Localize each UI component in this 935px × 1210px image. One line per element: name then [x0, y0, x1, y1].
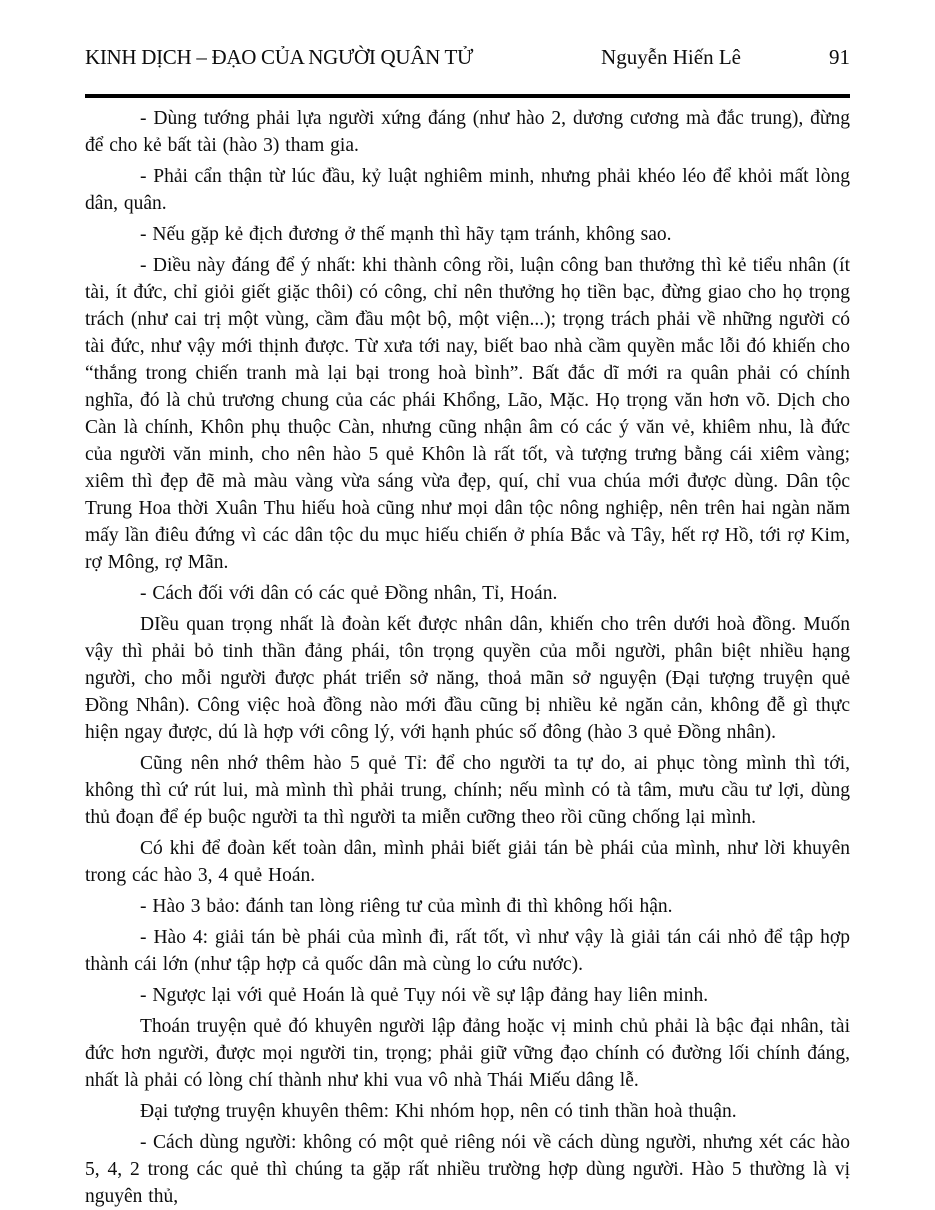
header-rule: [85, 94, 850, 98]
paragraph: Có khi để đoàn kết toàn dân, mình phải biết giải tán bè phái của mình, như lời khuyên trong các hào 3, 4 quẻ Hoán.: [85, 838, 850, 886]
page-header: [85, 44, 850, 70]
paragraph: - Hào 3 bảo: đánh tan lòng riêng tư của mình đi thì không hối hận.: [140, 896, 673, 917]
document-body: [85, 105, 850, 1210]
paragraph: Đại tượng truyện khuyên thêm: Khi nhóm họp, nên có tinh thần hoà thuận.: [140, 1101, 737, 1122]
paragraph: - Hào 4: giải tán bè phái của mình đi, rất tốt, vì như vậy là giải tán cái nhỏ để tập hợp thành cái lớn (như tập hợp cả quốc dân mà cùng lo cứu nước).: [85, 927, 850, 975]
paragraph: - Cách đối với dân có các quẻ Đồng nhân, Tỉ, Hoán.: [140, 583, 558, 604]
running-title: KINH DỊCH – ĐẠO CỦA NGƯỜI QUÂN TỬ: [85, 45, 474, 69]
paragraph: - Diều này đáng để ý nhất: khi thành công rồi, luận công ban thưởng thì kẻ tiểu nhân (ít tài, ít đức, chỉ giỏi giết giặc thôi) có công, chỉ nên thưởng họ tiền bạc, đừng giao cho họ trọng trách (như cai trị một vùng, cầm đầu một bộ, một viện...); trọng trách phải về những người có tài đức, như vậy mới thịnh được. Từ xưa tới nay, biết bao nhà cầm quyền mắc lỗi đó khiến cho “thắng trong chiến tranh mà lại bại trong hoà bình”. Bất đắc dĩ mới ra quân phải có chính nghĩa, đó là chủ trương chung của các phái Khổng, Lão, Mặc. Họ trọng văn hơn võ. Dịch cho Càn là chính, Khôn phụ thuộc Càn, nhưng cũng nhận âm có các ý văn vẻ, khiêm nhu, là đức của người văn minh, cho nên hào 5 quẻ Khôn là rất tốt, và tượng trưng bằng cái xiêm vàng; xiêm thì đẹp đẽ mà màu vàng vừa sáng vừa đẹp, quí, chỉ vua chúa mới được dùng. Dân tộc Trung Hoa thời Xuân Thu hiếu hoà cũng như mọi dân tộc nông nghiệp, nên trên hai ngàn năm mấy lần điêu đứng vì các dân tộc du mục hiếu chiến ở phía Bắc và Tây, hết rợ Hồ, tới rợ Kim, rợ Mông, rợ Mãn.: [85, 255, 850, 573]
paragraph: - Dùng tướng phải lựa người xứng đáng (như hào 2, dương cương mà đắc trung), đừng để cho kẻ bất tài (hào 3) tham gia.: [85, 108, 850, 156]
paragraph: Thoán truyện quẻ đó khuyên người lập đảng hoặc vị minh chủ phải là bậc đại nhân, tài đức hơn người, được mọi người tin, trọng; phải giữ vững đạo chính có đường lối chính đáng, nhất là phải có lòng chí thành như khi vua vô nhà Thái Miếu dâng lễ.: [85, 1016, 850, 1091]
paragraph: - Phải cẩn thận từ lúc đầu, kỷ luật nghiêm minh, nhưng phải khéo léo để khỏi mất lòng dân, quân.: [85, 166, 850, 214]
paragraph: Cũng nên nhớ thêm hào 5 quẻ Tỉ: để cho người ta tự do, ai phục tòng mình thì tới, không thì cứ rút lui, mà mình thì phải trung, chính; nếu mình có tà tâm, mưu cầu tư lợi, dùng thủ đoạn để ép buộc người ta thì người ta miễn cưỡng theo rồi cũng chống lại mình.: [85, 753, 850, 828]
paragraph: - Nếu gặp kẻ địch đương ở thế mạnh thì hãy tạm tránh, không sao.: [140, 224, 672, 245]
paragraph: DIều quan trọng nhất là đoàn kết được nhân dân, khiến cho trên dưới hoà đồng. Muốn vậy thì phải bỏ tinh thần đảng phái, tôn trọng quyền của mỗi người, phân biệt nhiều hạng người, cho mỗi người được phát triển sở năng, thoả mãn sở nguyện (Đại tượng truyện quẻ Đồng Nhân). Công việc hoà đồng nào mới đầu cũng bị nhiều kẻ ngăn cản, không đễ gì thực hiện ngay được, dú là hợp với công lý, với hạnh phúc số đông (hào 3 quẻ Đồng nhân).: [85, 614, 850, 743]
paragraph: - Ngược lại với quẻ Hoán là quẻ Tụy nói về sự lập đảng hay liên minh.: [140, 985, 709, 1006]
author-name: Nguyễn Hiến Lê: [601, 45, 741, 69]
page-number: 91: [829, 45, 850, 69]
paragraph: - Cách dùng người: không có một quẻ riêng nói về cách dùng người, nhưng xét các hào 5, 4, 2 trong các quẻ thì chúng ta gặp rất nhiều trường hợp dùng người. Hào 5 thường là vị nguyên thủ,: [85, 1132, 850, 1207]
